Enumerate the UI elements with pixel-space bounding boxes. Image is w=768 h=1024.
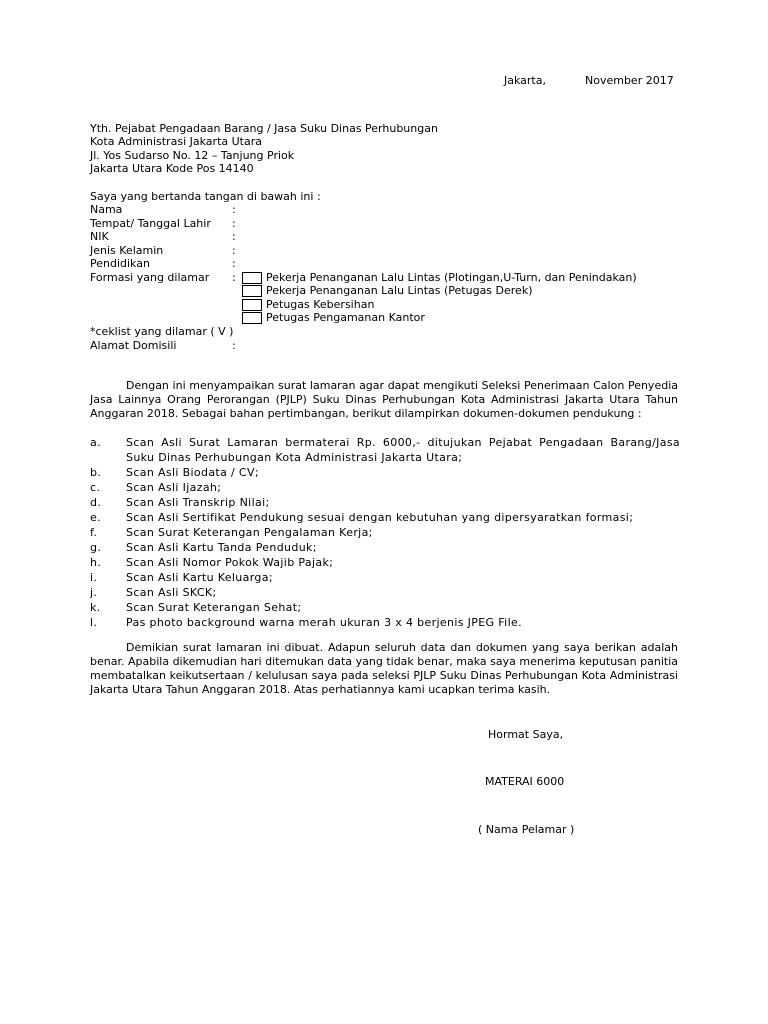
- list-text: Scan Asli Sertifikat Pendukung sesuai dengan kebutuhan yang dipersyaratkan formasi;: [126, 511, 634, 524]
- list-text: Scan Asli Surat Lamaran bermaterai Rp. 6000,- ditujukan Pejabat Pengadaan Barang/Jasa Suku Dinas Perhubungan Kota Administrasi Jakarta Utara;: [126, 436, 680, 464]
- list-text: Scan Surat Keterangan Pengalaman Kerja;: [126, 526, 373, 539]
- list-marker: j.: [90, 586, 98, 599]
- materai-stamp-label: MATERAI 6000: [485, 775, 565, 788]
- signature-name: ( Nama Pelamar ): [478, 823, 575, 836]
- field-label-nama: Nama: [90, 203, 123, 216]
- field-label-pendidikan: Pendidikan: [90, 257, 150, 270]
- recipient-line: Yth. Pejabat Pengadaan Barang / Jasa Suku Dinas Perhubungan: [90, 122, 438, 135]
- field-colon: :: [232, 244, 236, 257]
- closing-paragraph: Demikian surat lamaran ini dibuat. Adapun seluruh data dan dokumen yang saya berikan adalah benar. Apabila dikemudian hari ditemukan data yang tidak benar, maka saya menerima keputusan panitia membatalkan keikutsertaan / kelulusan saya pada seleksi PJLP Suku Dinas Perhubungan Kota Administrasi Jakarta Utara Tahun Anggaran 2018. Atas perhatiannya kami ucapkan terima kasih.: [90, 641, 678, 696]
- list-item: [90, 615, 680, 630]
- formasi-option-label: Pekerja Penanganan Lalu Lintas (Plotingan,U-Turn, dan Penindakan): [266, 271, 637, 284]
- list-item: [90, 540, 680, 555]
- list-marker: c.: [90, 481, 101, 494]
- field-colon: :: [232, 257, 236, 270]
- list-text: Pas photo background warna merah ukuran 3 x 4 berjenis JPEG File.: [126, 616, 522, 629]
- list-item: [90, 480, 680, 495]
- formasi-checkbox[interactable]: [242, 299, 262, 311]
- list-text: Scan Surat Keterangan Sehat;: [126, 601, 302, 614]
- formasi-checkbox[interactable]: [242, 312, 262, 324]
- formasi-option-label: Petugas Kebersihan: [266, 298, 375, 311]
- field-label-alamat: Alamat Domisili: [90, 339, 177, 352]
- list-marker: g.: [90, 541, 102, 554]
- list-item: [90, 435, 680, 465]
- field-colon: :: [232, 339, 236, 352]
- field-colon: :: [232, 230, 236, 243]
- body-paragraph: Dengan ini menyampaikan surat lamaran agar dapat mengikuti Seleksi Penerimaan Calon Penyedia Jasa Lainnya Orang Perorangan (PJLP) Suku Dinas Perhubungan Kota Administrasi Jakarta Utara Tahun Anggaran 2018. Sebagai bahan pertimbangan, berikut dilampirkan dokumen-dokumen pendukung :: [90, 379, 678, 420]
- list-marker: f.: [90, 526, 98, 539]
- letter-city: Jakarta,: [504, 74, 546, 87]
- list-text: Scan Asli Kartu Keluarga;: [126, 571, 273, 584]
- list-marker: i.: [90, 571, 98, 584]
- list-text: Scan Asli Transkrip Nilai;: [126, 496, 270, 509]
- list-item: [90, 495, 680, 510]
- list-marker: e.: [90, 511, 101, 524]
- formasi-option-label: Petugas Pengamanan Kantor: [266, 311, 425, 324]
- list-item: [90, 510, 680, 525]
- signature-greeting: Hormat Saya,: [488, 728, 564, 741]
- field-colon: :: [232, 203, 236, 216]
- list-item: [90, 600, 680, 615]
- list-marker: d.: [90, 496, 102, 509]
- list-item: [90, 585, 680, 600]
- list-text: Scan Asli SKCK;: [126, 586, 217, 599]
- field-label-nik: NIK: [90, 230, 109, 243]
- list-text: Scan Asli Ijazah;: [126, 481, 222, 494]
- field-colon: :: [232, 217, 236, 230]
- list-marker: h.: [90, 556, 102, 569]
- field-label-ttl: Tempat/ Tanggal Lahir: [90, 217, 211, 230]
- list-marker: a.: [90, 436, 101, 449]
- documents-list: [90, 435, 680, 630]
- field-label-jenis-kelamin: Jenis Kelamin: [90, 244, 164, 257]
- field-label-formasi: Formasi yang dilamar: [90, 271, 210, 284]
- intro-text: Saya yang bertanda tangan di bawah ini :: [90, 190, 321, 203]
- formasi-checkbox[interactable]: [242, 272, 262, 284]
- letter-date: November 2017: [585, 74, 674, 87]
- formasi-option-label: Pekerja Penanganan Lalu Lintas (Petugas Derek): [266, 284, 533, 297]
- recipient-line: Jakarta Utara Kode Pos 14140: [90, 162, 254, 175]
- list-marker: l.: [90, 616, 98, 629]
- recipient-line: Kota Administrasi Jakarta Utara: [90, 135, 262, 148]
- list-item: [90, 555, 680, 570]
- recipient-line: Jl. Yos Sudarso No. 12 – Tanjung Priok: [90, 149, 295, 162]
- field-colon: :: [232, 271, 236, 284]
- list-marker: k.: [90, 601, 101, 614]
- list-item: [90, 570, 680, 585]
- formasi-checkbox[interactable]: [242, 285, 262, 297]
- ceklist-note: *ceklist yang dilamar ( V ): [90, 325, 234, 338]
- list-text: Scan Asli Nomor Pokok Wajib Pajak;: [126, 556, 334, 569]
- list-marker: b.: [90, 466, 102, 479]
- list-text: Scan Asli Biodata / CV;: [126, 466, 259, 479]
- list-item: [90, 465, 680, 480]
- list-item: [90, 525, 680, 540]
- list-text: Scan Asli Kartu Tanda Penduduk;: [126, 541, 317, 554]
